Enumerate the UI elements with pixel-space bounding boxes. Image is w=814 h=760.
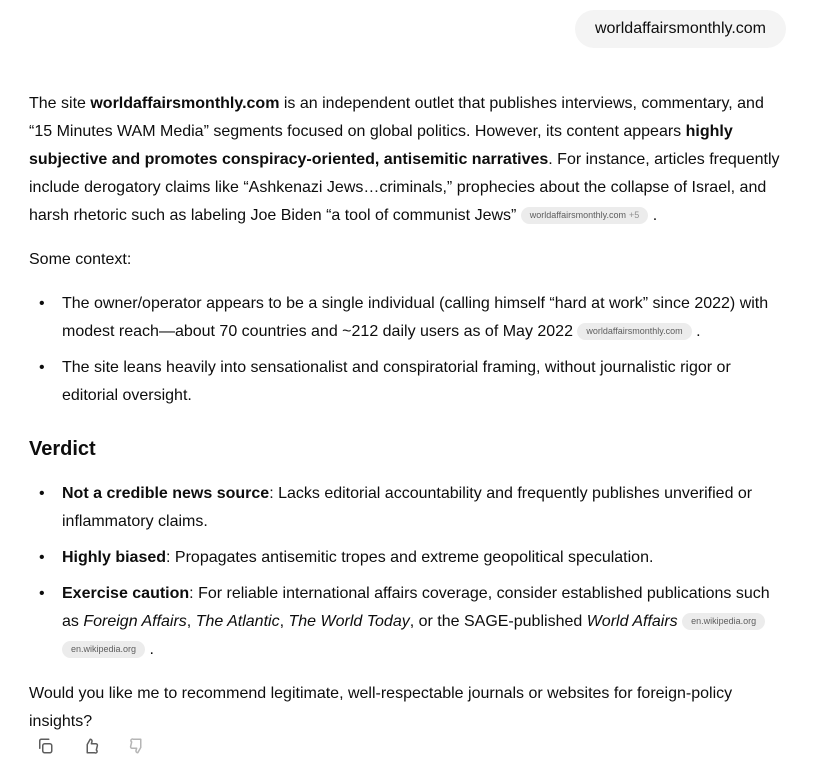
citation-chip-wikipedia[interactable]	[682, 613, 765, 630]
publication-title: Foreign Affairs	[83, 613, 187, 630]
publication-title: World Affairs	[586, 613, 678, 630]
list-item	[29, 580, 786, 664]
copy-icon[interactable]	[36, 737, 54, 755]
bullet-text: : For reliable international affairs coverage, consider established publications such as	[62, 585, 770, 630]
bullet-text: .	[691, 323, 701, 340]
user-message-bubble: worldaffairsmonthly.com	[575, 10, 786, 48]
publication-title: The Atlantic	[195, 613, 280, 630]
bullet-lead: Highly biased	[62, 549, 167, 566]
citation-chip-worldaffairsmonthly[interactable]	[577, 323, 691, 340]
bullet-text: ,	[186, 613, 196, 630]
intro-paragraph	[29, 90, 786, 230]
verdict-heading: Verdict	[29, 438, 96, 460]
verdict-list	[29, 480, 786, 664]
intro-bold-claim: highly subjective and promotes conspiracy-oriented, antisemitic narratives	[29, 123, 733, 168]
citation-label: en.wikipedia.org	[691, 616, 757, 626]
intro-text: .	[648, 207, 658, 224]
citation-chip-wikipedia[interactable]	[62, 641, 145, 658]
bullet-text: : Lacks editorial accountability and frequently publishes unverified or inflammatory claims.	[62, 485, 753, 530]
bullet-text: : Propagates antisemitic tropes and extreme geopolitical speculation.	[166, 549, 654, 566]
assistant-message	[29, 90, 786, 736]
bullet-text: ,	[279, 613, 289, 630]
thumbs-down-icon[interactable]	[128, 737, 146, 755]
citation-chip-worldaffairsmonthly[interactable]	[521, 207, 648, 224]
user-message-row	[29, 10, 786, 48]
list-item	[29, 290, 786, 346]
thumbs-up-icon[interactable]	[82, 737, 100, 755]
bullet-lead: Exercise caution	[62, 585, 190, 602]
bullet-text: , or the SAGE-published	[409, 613, 587, 630]
citation-extra-count: +5	[629, 210, 640, 220]
closing-question: Would you like me to recommend legitimate, well-respectable journals or websites for foreign-policy insights?	[29, 685, 733, 730]
bullet-text: .	[145, 641, 154, 658]
intro-text: . For instance, articles frequently include derogatory claims like “Ashkenazi Jews…criminals,” prophecies about the collapse of Israel, and harsh rhetoric such as labeling Joe Biden “a tool of communist Jews”	[29, 151, 780, 224]
list-item	[29, 544, 786, 572]
bullet-lead: Not a credible news source	[62, 485, 270, 502]
citation-label: worldaffairsmonthly.com	[586, 326, 683, 336]
intro-text: The site	[29, 95, 91, 112]
bullet-text: The site leans heavily into sensationalist and conspiratorial framing, without journalistic rigor or editorial oversight.	[62, 359, 731, 404]
chat-conversation	[0, 10, 814, 736]
context-list	[29, 290, 786, 410]
response-actions-row	[36, 737, 146, 755]
list-item	[29, 354, 786, 410]
citation-label: worldaffairsmonthly.com	[529, 210, 626, 220]
intro-bold-site: worldaffairsmonthly.com	[90, 95, 280, 112]
intro-text: is an independent outlet that publishes interviews, commentary, and “15 Minutes WAM Media” segments focused on global politics. However, its content appears	[29, 95, 764, 140]
list-item	[29, 480, 786, 536]
bullet-text: The owner/operator appears to be a single individual (calling himself “hard at work” since 2022) with modest reach—about 70 countries and ~212 daily users as of May 2022	[62, 295, 769, 340]
context-label: Some context:	[29, 251, 132, 268]
citation-label: en.wikipedia.org	[71, 644, 137, 654]
publication-title: The World Today	[288, 613, 410, 630]
